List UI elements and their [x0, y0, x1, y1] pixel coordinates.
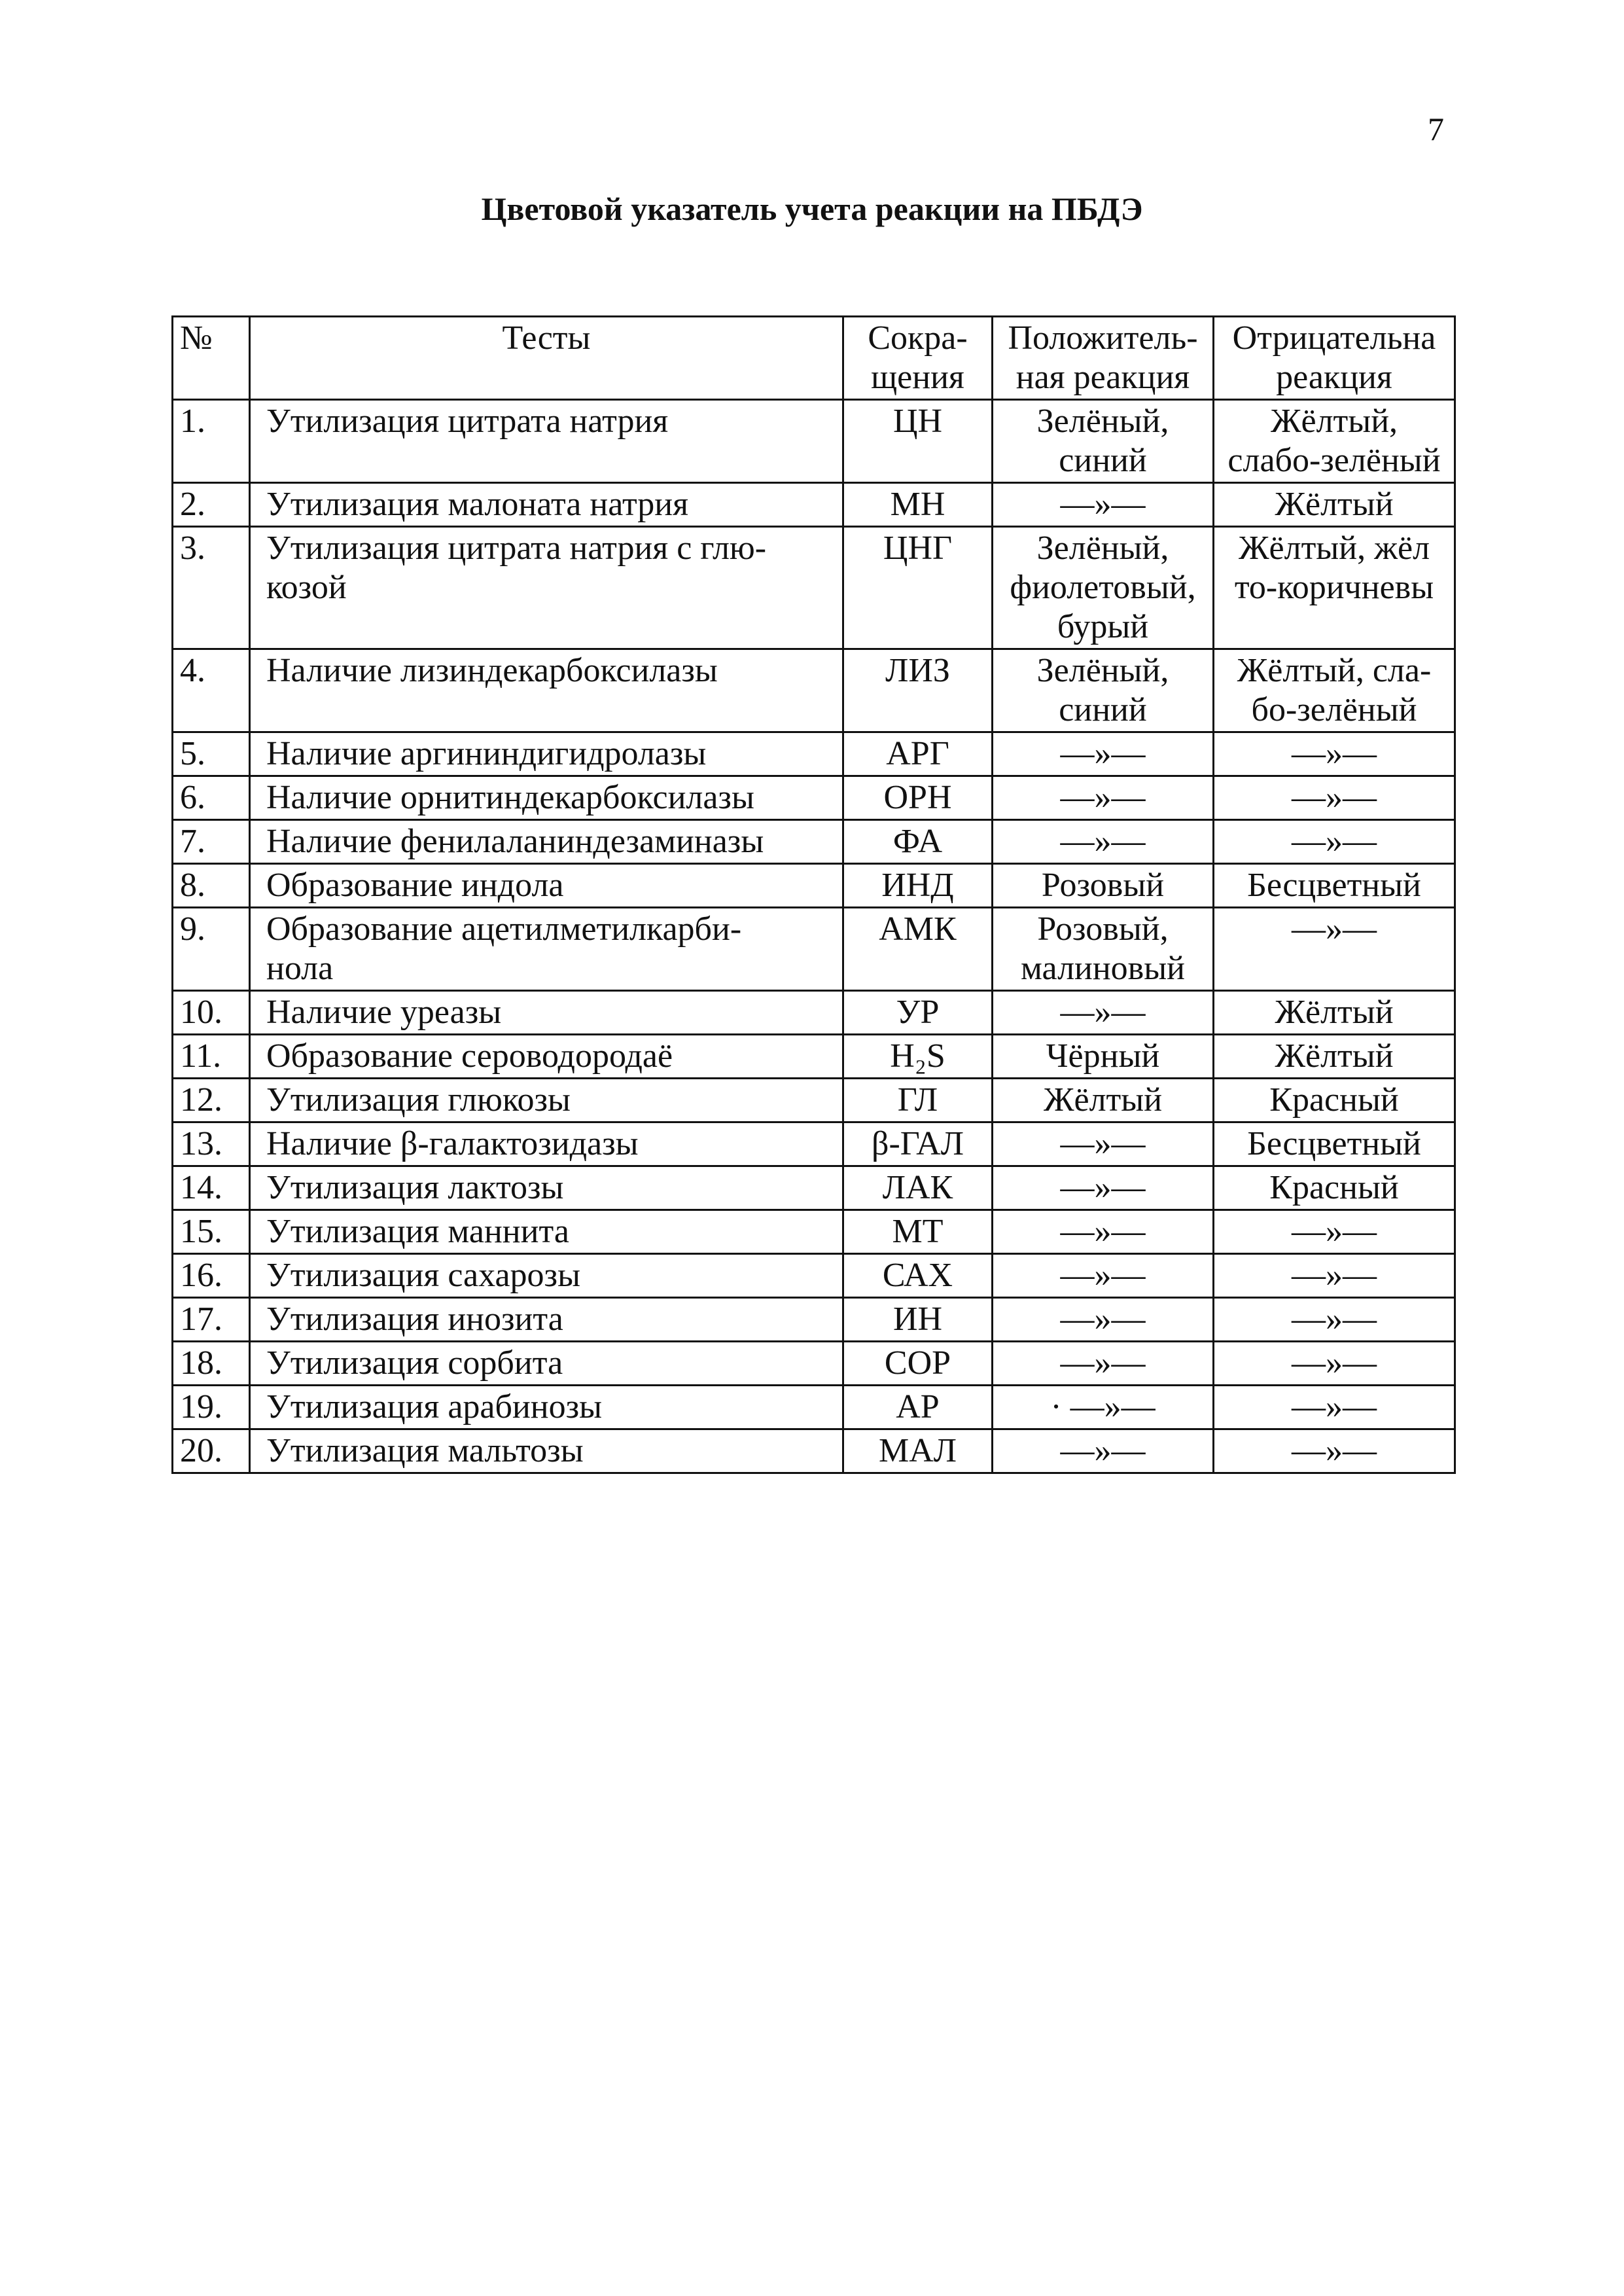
- row-negative: —»—: [1214, 732, 1455, 776]
- row-positive: —»—: [993, 776, 1214, 820]
- table-row: [173, 1122, 1455, 1166]
- row-positive: Чёрный: [993, 1035, 1214, 1079]
- row-test: Утилизация мальтозы: [250, 1429, 843, 1473]
- row-number: 3.: [173, 527, 250, 649]
- row-abbreviation: ЦНГ: [843, 527, 993, 649]
- row-number: 7.: [173, 820, 250, 864]
- table-row: [173, 1342, 1455, 1386]
- row-positive: —»—: [993, 1342, 1214, 1386]
- row-abbreviation: МАЛ: [843, 1429, 993, 1473]
- row-abbreviation: САХ: [843, 1254, 993, 1298]
- row-positive: —»—: [993, 1166, 1214, 1210]
- row-number: 11.: [173, 1035, 250, 1079]
- row-positive: Зелёный, синий: [993, 649, 1214, 732]
- row-number: 16.: [173, 1254, 250, 1298]
- header-number: №: [173, 317, 250, 400]
- row-abbreviation: ЛАК: [843, 1166, 993, 1210]
- table-row: [173, 820, 1455, 864]
- page-title: Цветовой указатель учета реакции на ПБДЭ: [481, 190, 1143, 227]
- row-number: 12.: [173, 1079, 250, 1122]
- row-number: 19.: [173, 1386, 250, 1429]
- row-positive: Розовый: [993, 864, 1214, 908]
- table-row: [173, 1298, 1455, 1342]
- row-abbreviation: АРГ: [843, 732, 993, 776]
- row-abbreviation: МТ: [843, 1210, 993, 1254]
- row-number: 2.: [173, 483, 250, 527]
- row-test: Утилизация цитрата натрия: [250, 400, 843, 483]
- table-row: [173, 1166, 1455, 1210]
- row-test: Наличие β-галактозидазы: [250, 1122, 843, 1166]
- row-positive: Жёлтый: [993, 1079, 1214, 1122]
- row-number: 20.: [173, 1429, 250, 1473]
- row-test: Наличие орнитиндекарбоксилазы: [250, 776, 843, 820]
- row-number: 9.: [173, 908, 250, 991]
- table-row: [173, 527, 1455, 649]
- table-row: [173, 1386, 1455, 1429]
- row-test: Утилизация маннита: [250, 1210, 843, 1254]
- row-number: 15.: [173, 1210, 250, 1254]
- row-number: 4.: [173, 649, 250, 732]
- row-abbreviation: β-ГАЛ: [843, 1122, 993, 1166]
- row-positive: · —»—: [993, 1386, 1214, 1429]
- row-abbreviation: АМК: [843, 908, 993, 991]
- row-negative: Жёлтый, жёл то-коричневы: [1214, 527, 1455, 649]
- table-row: [173, 649, 1455, 732]
- row-negative: Жёлтый: [1214, 1035, 1455, 1079]
- row-negative: —»—: [1214, 1429, 1455, 1473]
- row-abbreviation: ФА: [843, 820, 993, 864]
- row-abbreviation: ИН: [843, 1298, 993, 1342]
- row-negative: —»—: [1214, 820, 1455, 864]
- row-abbreviation: ОРН: [843, 776, 993, 820]
- row-negative: Жёлтый: [1214, 991, 1455, 1035]
- row-number: 10.: [173, 991, 250, 1035]
- row-negative: —»—: [1214, 1210, 1455, 1254]
- row-abbreviation: СОР: [843, 1342, 993, 1386]
- header-negative: Отрицательна реакция: [1214, 317, 1455, 400]
- row-number: 6.: [173, 776, 250, 820]
- table-body: [173, 400, 1455, 1473]
- row-negative: Красный: [1214, 1166, 1455, 1210]
- row-positive: —»—: [993, 1254, 1214, 1298]
- row-positive: —»—: [993, 1210, 1214, 1254]
- row-abbreviation: ЛИЗ: [843, 649, 993, 732]
- row-test: Образование индола: [250, 864, 843, 908]
- header-tests: Тесты: [250, 317, 843, 400]
- row-abbreviation: ИНД: [843, 864, 993, 908]
- row-abbreviation: МН: [843, 483, 993, 527]
- row-abbreviation: ГЛ: [843, 1079, 993, 1122]
- row-abbreviation: АР: [843, 1386, 993, 1429]
- row-negative: Красный: [1214, 1079, 1455, 1122]
- table-row: [173, 400, 1455, 483]
- row-test: Образование ацетилметилкарби- нола: [250, 908, 843, 991]
- row-number: 8.: [173, 864, 250, 908]
- row-negative: —»—: [1214, 1342, 1455, 1386]
- row-test: Утилизация сорбита: [250, 1342, 843, 1386]
- table-row: [173, 908, 1455, 991]
- row-negative: —»—: [1214, 1298, 1455, 1342]
- row-test: Утилизация инозита: [250, 1298, 843, 1342]
- table-row: [173, 732, 1455, 776]
- row-test: Утилизация сахарозы: [250, 1254, 843, 1298]
- row-test: Утилизация цитрата натрия с глю- козой: [250, 527, 843, 649]
- row-test: Наличие лизиндекарбоксилазы: [250, 649, 843, 732]
- row-test: Утилизация лактозы: [250, 1166, 843, 1210]
- row-positive: Розовый, малиновый: [993, 908, 1214, 991]
- row-number: 17.: [173, 1298, 250, 1342]
- row-number: 13.: [173, 1122, 250, 1166]
- row-number: 1.: [173, 400, 250, 483]
- row-negative: Жёлтый: [1214, 483, 1455, 527]
- row-test: Наличие аргининдигидролазы: [250, 732, 843, 776]
- row-test: Утилизация арабинозы: [250, 1386, 843, 1429]
- table-row: [173, 991, 1455, 1035]
- row-positive: —»—: [993, 1122, 1214, 1166]
- table-row: [173, 776, 1455, 820]
- row-test: Утилизация малоната натрия: [250, 483, 843, 527]
- row-abbreviation: ЦН: [843, 400, 993, 483]
- row-negative: Жёлтый, сла- бо-зелёный: [1214, 649, 1455, 732]
- row-negative: —»—: [1214, 776, 1455, 820]
- row-positive: —»—: [993, 732, 1214, 776]
- header-abbreviation: Сокра- щения: [843, 317, 993, 400]
- row-negative: Жёлтый, слабо-зелёный: [1214, 400, 1455, 483]
- row-positive: Зелёный, синий: [993, 400, 1214, 483]
- row-negative: Бесцветный: [1214, 1122, 1455, 1166]
- row-positive: Зелёный, фиолетовый, бурый: [993, 527, 1214, 649]
- page-number: 7: [1428, 111, 1444, 147]
- row-test: Наличие фенилаланиндезаминазы: [250, 820, 843, 864]
- row-positive: —»—: [993, 991, 1214, 1035]
- table-row: [173, 1429, 1455, 1473]
- row-negative: —»—: [1214, 1386, 1455, 1429]
- row-positive: —»—: [993, 820, 1214, 864]
- table-row: [173, 1079, 1455, 1122]
- table-row: [173, 864, 1455, 908]
- header-positive: Положитель- ная реакция: [993, 317, 1214, 400]
- table-row: [173, 1035, 1455, 1079]
- row-number: 5.: [173, 732, 250, 776]
- row-negative: Бесцветный: [1214, 864, 1455, 908]
- row-test: Наличие уреазы: [250, 991, 843, 1035]
- reaction-table: [171, 315, 1456, 1474]
- row-positive: —»—: [993, 483, 1214, 527]
- row-positive: —»—: [993, 1298, 1214, 1342]
- row-positive: —»—: [993, 1429, 1214, 1473]
- table-row: [173, 483, 1455, 527]
- table-row: [173, 1210, 1455, 1254]
- row-abbreviation: H₂S: [843, 1035, 993, 1079]
- row-negative: —»—: [1214, 908, 1455, 991]
- table-header-row: [173, 317, 1455, 400]
- row-abbreviation: УР: [843, 991, 993, 1035]
- row-number: 14.: [173, 1166, 250, 1210]
- row-negative: —»—: [1214, 1254, 1455, 1298]
- row-test: Образование сероводородаё: [250, 1035, 843, 1079]
- row-test: Утилизация глюкозы: [250, 1079, 843, 1122]
- table-row: [173, 1254, 1455, 1298]
- row-number: 18.: [173, 1342, 250, 1386]
- reaction-table-container: [171, 315, 1454, 1474]
